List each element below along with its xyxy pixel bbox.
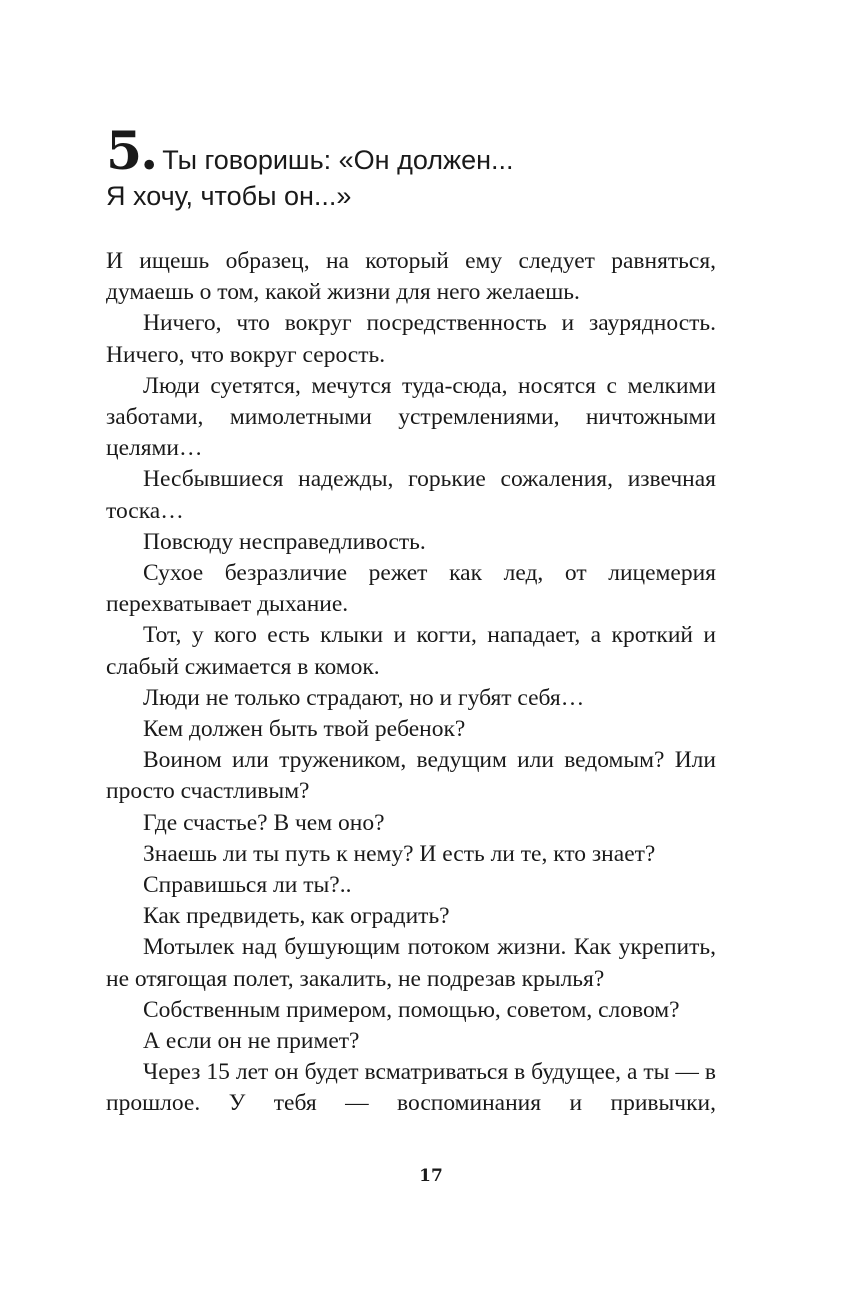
paragraph: И ищешь образец, на который ему следует равняться, думаешь о том, какой жизни для него желаешь. (106, 248, 716, 306)
paragraph: Тот, у кого есть клыки и когти, нападает, а кроткий и слабый сжимается в комок. (106, 622, 716, 680)
paragraph: Справишься ли ты?.. (143, 872, 352, 899)
paragraph: Мотылек над бушующим потоком жизни. Как укрепить, не отягощая полет, закалить, не подрезав крылья? (106, 934, 716, 992)
chapter-heading (106, 121, 746, 214)
paragraph: Воином или тружеником, ведущим или ведомым? Или просто счастливым? (106, 747, 716, 805)
chapter-number: 5. (106, 121, 157, 182)
paragraph: Люди не только страдают, но и губят себя… (143, 684, 585, 711)
paragraph: Где счастье? В чем оно? (143, 809, 385, 836)
paragraph: Несбывшиеся надежды, горькие сожаления, извечная тоска… (106, 466, 716, 524)
paragraph: Сухое безразличие режет как лед, от лицемерия перехватывает дыхание. (106, 560, 716, 618)
paragraph: Ничего, что вокруг посредственность и заурядность. Ничего, что вокруг серость. (106, 310, 716, 368)
chapter-title-line-1: Ты говоришь: «Он должен... (162, 145, 514, 175)
paragraph: Повсюду несправедливость. (143, 528, 426, 555)
paragraph: Люди суетятся, мечутся туда-сюда, носятся с мелкими заботами, мимолетными устремлениями, ничтожными целями… (106, 372, 716, 462)
paragraph: А если он не примет? (143, 1028, 360, 1055)
paragraph: Собственным примером, помощью, советом, словом? (143, 996, 680, 1023)
page-number: 17 (419, 1166, 443, 1186)
chapter-title-line-2: Я хочу, чтобы он...» (106, 181, 352, 211)
paragraph: Как предвидеть, как оградить? (143, 903, 450, 930)
paragraph: Знаешь ли ты путь к нему? И есть ли те, кто знает? (143, 840, 656, 867)
paragraph: Кем должен быть твой ребенок? (143, 716, 466, 743)
paragraph: Через 15 лет он будет всматриваться в будущее, а ты — в прошлое. У тебя — воспоминания и привычки, (106, 1059, 716, 1117)
body-text (106, 246, 716, 1120)
